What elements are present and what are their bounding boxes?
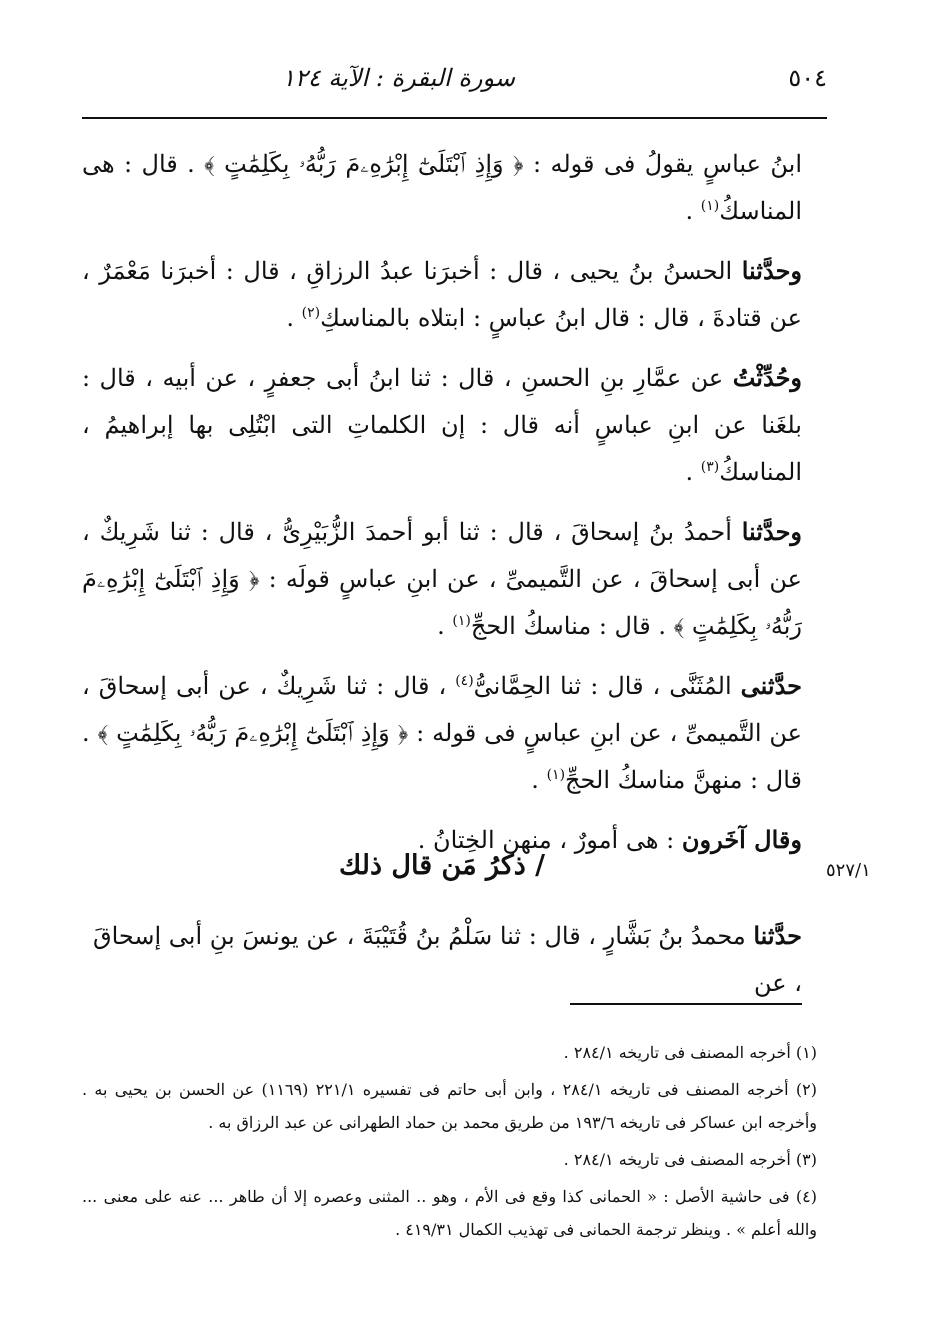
paragraph-lead: وحدَّثنا [741, 256, 802, 285]
page-header [82, 58, 827, 102]
footnote-1: (١) أخرجه المصنف فى تاريخه ٢٨٤/١ . [563, 1043, 817, 1062]
paragraph-3 [82, 354, 802, 496]
page-number: ٥٠٤ [788, 64, 827, 92]
paragraph-tail: . [685, 458, 701, 486]
footnotes [82, 1036, 817, 1250]
footnote-ref: (١) [452, 613, 471, 629]
paragraph-tail: . [286, 304, 302, 332]
footnote-4: (٤) فى حاشية الأصل : « الحمانى كذا وقع فى الأم ، وهو .. المثنى وعصره إلا أن طاهر ... عنه على معنى ... والله أعلم » . وينظر ترجمة الحمانى فى تهذيب الكمال ٤١٩/٣١ . [82, 1187, 817, 1239]
paragraph-tail: . [437, 612, 453, 640]
paragraph-text-cont: ، قال : ثنا شَرِيكٌ ، عن أبى إسحاقَ ، عن التَّميمىِّ ، عن ابنِ عباسٍ فى قوله : ﴿ وَإِذِ ٱبْتَلَىٰٓ إِبْرَٰهِۦمَ رَبُّهُۥ بِكَلِمَٰتٍ ﴾ . قال : منهنَّ مناسكُ الحجِّ [82, 672, 802, 794]
paragraph-4 [82, 508, 802, 650]
paragraph-tail: . [531, 766, 547, 794]
footnote-ref: (١) [700, 198, 720, 214]
paragraph-text: ابنُ عباسٍ يقولُ فى قوله : ﴿ وَإِذِ ٱبْتَلَىٰٓ إِبْرَٰهِۦمَ رَبُّهُۥ بِكَلِمَٰتٍ ﴾ . قال : هى المناسكُ [82, 150, 802, 225]
section-heading: / ذكرُ مَن قال ذلك [338, 850, 545, 881]
paragraph-text: : هى أمورٌ ، منهن الخِتانُ . [417, 826, 682, 854]
paragraph-lead: حدَّثنى [740, 671, 802, 700]
footnote-ref: (١) [546, 767, 566, 783]
paragraph-text: أحمدُ بنُ إسحاقَ ، قال : ثنا أبو أحمدَ الزُّبَيْرِىُّ ، قال : ثنا شَرِيكٌ ، عن أبى إسحاقَ ، عن التَّميمىِّ ، عن ابنِ عباسٍ قولَه : ﴿ وَإِذِ ٱبْتَلَىٰٓ إِبْرَٰهِۦمَ رَبُّهُۥ بِكَلِمَٰتٍ ﴾ . قال : مناسكُ الحجِّ [82, 518, 802, 640]
paragraph-2 [82, 247, 802, 342]
margin-page-mark: ٥٢٧/١ [826, 860, 871, 881]
footnote-ref: (٤) [455, 673, 474, 689]
main-text [82, 140, 802, 876]
footnote-2: (٢) أخرجه المصنف فى تاريخه ٢٨٤/١ ، وابن أبى حاتم فى تفسيره ٢٢١/١ (١١٦٩) عن الحسن بن يحيى به . وأخرجه ابن عساكر فى تاريخه ١٩٣/٦ من طريق محمد بن حماد الطهرانى عن عبد الرزاق به . [82, 1080, 818, 1132]
paragraph-lead: حدَّثنا [753, 921, 802, 950]
paragraph-lead: وقال آخَرون [681, 825, 802, 854]
footnote-3: (٣) أخرجه المصنف فى تاريخه ٢٨٤/١ . [563, 1150, 817, 1169]
paragraph-text: عن عمَّارِ بنِ الحسنِ ، قال : ثنا ابنُ أبى جعفرٍ ، عن أبيه ، قال : بلغَنا عن ابنِ عباسٍ أنه قال : إن الكلماتِ التى ابْتُلِى بها إبراهيمُ ، المناسكُ [82, 364, 802, 486]
paragraph-text: محمدُ بنُ بَشَّارٍ ، قال : ثنا سَلْمُ بنُ قُتَيْبَةَ ، عن يونسَ بنِ أبى إسحاقَ ، عن [92, 922, 802, 997]
footnote-ref: (٢) [301, 305, 321, 321]
paragraph-1 [82, 140, 802, 235]
header-rule [82, 117, 827, 119]
paragraph-lead: وحدَّثنا [741, 517, 802, 546]
footnote-ref: (٣) [700, 459, 720, 475]
paragraph-lead: وحُدِّثْتُ [732, 363, 802, 392]
running-title: سورة البقرة : الآية ١٢٤ [282, 64, 516, 92]
paragraph-7 [82, 912, 802, 1007]
footnote-rule [570, 1003, 802, 1005]
paragraph-5 [82, 662, 802, 804]
paragraph-text: الحسنُ بنُ يحيى ، قال : أخبرَنا عبدُ الرزاقِ ، قال : أخبرَنا مَعْمَرٌ ، عن قتادةَ ، قال : قال ابنُ عباسٍ : ابتلاه بالمناسكِ [82, 257, 802, 332]
paragraph-tail: . [685, 197, 701, 225]
paragraph-text: المُثَنَّى ، قال : ثنا الحِمَّانىُّ [473, 672, 741, 700]
